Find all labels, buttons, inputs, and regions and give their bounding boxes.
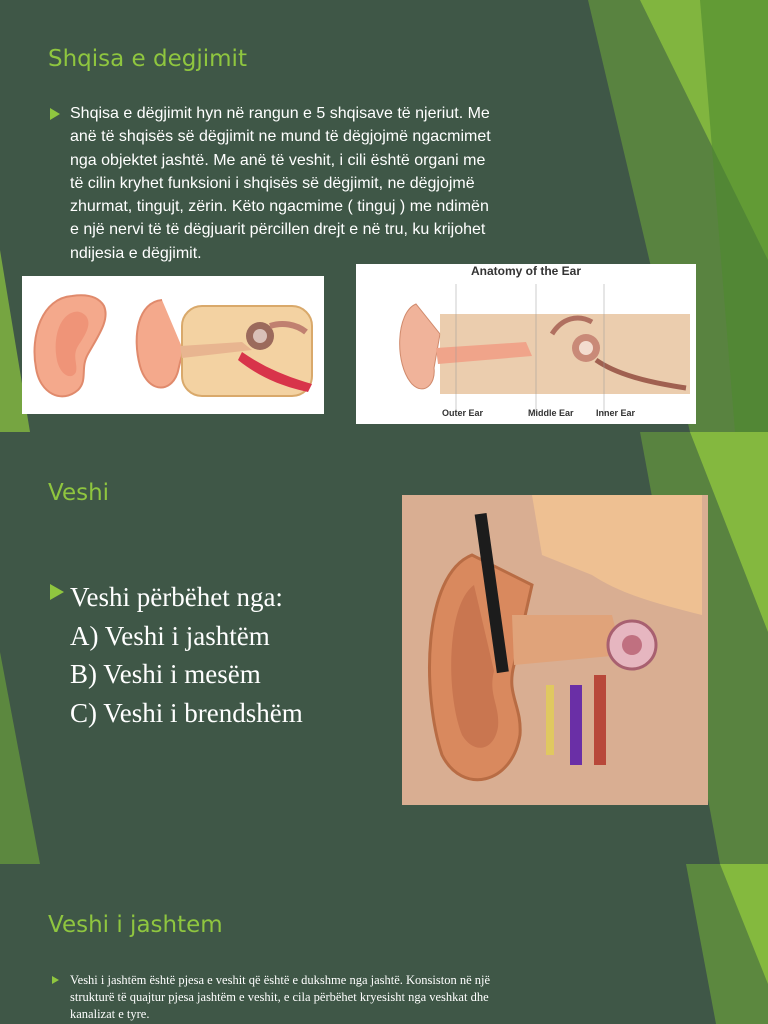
diagram-label: Middle Ear — [528, 408, 574, 418]
bullet-paragraph — [70, 972, 490, 1023]
paragraph-line: kanalizat e tyre. — [70, 1007, 150, 1021]
paragraph-line: Veshi i jashtëm është pjesa e veshit që është e dukshme nga jashtë. Konsiston në një — [70, 973, 491, 987]
list-line: A) Veshi i jashtëm — [70, 620, 270, 651]
paragraph-line: anë të shqisës së dëgjimit ne mund të dëgjojmë ngacmimet — [70, 128, 491, 146]
diagram-title: Anatomy of the Ear — [470, 264, 581, 278]
list-line: C) Veshi i brendshëm — [70, 697, 303, 728]
bullet-icon — [50, 584, 64, 600]
bullet-icon — [52, 976, 59, 984]
paragraph-line: e një nervi të të dëgjuarit përcillen drejt e në tru, ku krijohet — [70, 221, 486, 239]
slide-title: Shqisa e degjimit — [48, 46, 247, 72]
paragraph-line: të cilin kryhet funksioni i shqisës së dëgjimit, ne dëgjojmë — [70, 174, 475, 192]
paragraph-line: ndijesia e dëgjimit. — [70, 244, 202, 262]
slide-1 — [0, 0, 768, 432]
diagram-label: Inner Ear — [596, 408, 636, 418]
ear-illustration — [22, 276, 324, 414]
anatomy-diagram — [356, 264, 696, 424]
list-line: B) Veshi i mesëm — [70, 659, 261, 689]
paragraph-line: Shqisa e dëgjimit hyn në rangun e 5 shqisave të njeriut. Me — [70, 105, 490, 122]
diagram-label: Outer Ear — [442, 408, 484, 418]
slide-title: Veshi i jashtem — [48, 912, 223, 938]
slide-3 — [0, 864, 768, 1024]
ear-cross-section-image — [402, 495, 708, 805]
paragraph-line: zhurmat, tingujt, zërin. Këto ngacmime ( tinguj ) me ndimën — [70, 198, 489, 216]
paragraph-line: strukturë të quajtur pjesa jashtëm e veshit, e cila përbëhet kryesisht nga veshkat dhe — [70, 990, 489, 1004]
paragraph-line: nga objektet jashtë. Me anë të veshit, i cili është organi me — [70, 151, 486, 169]
list-line: Veshi përbëhet nga: — [70, 582, 283, 612]
slide-2 — [0, 432, 768, 864]
slide-title: Veshi — [48, 480, 110, 506]
bullet-icon — [50, 108, 60, 120]
bullet-paragraph — [70, 102, 491, 265]
bullet-list — [70, 578, 303, 732]
